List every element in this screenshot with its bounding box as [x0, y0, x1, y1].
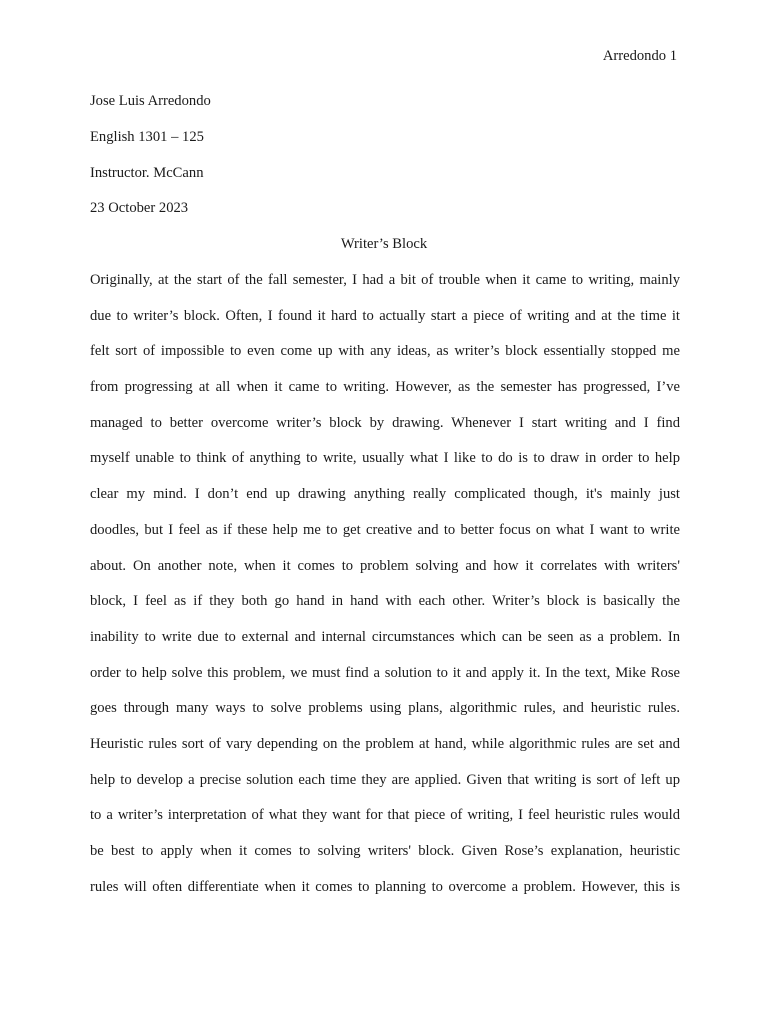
body-line: Heuristic rules sort of vary depending on the problem at hand, while algorithmic rules are set and — [90, 735, 680, 752]
course-line: English 1301 – 125 — [90, 128, 204, 145]
body-line: to a writer’s interpretation of what they want for that piece of writing, I feel heuristic rules would — [90, 807, 680, 824]
essay-body — [90, 270, 680, 912]
running-head: Arredondo 1 — [602, 48, 677, 64]
body-line: due to writer’s block. Often, I found it hard to actually start a piece of writing and at the time it — [90, 307, 680, 324]
body-line: about. On another note, when it comes to problem solving and how it correlates with writers' — [90, 557, 680, 574]
heading-block — [90, 91, 680, 234]
body-line: inability to write due to external and internal circumstances which can be seen as a problem. In — [90, 628, 680, 645]
body-line: doodles, but I feel as if these help me to get creative and to better focus on what I want to write — [90, 521, 680, 538]
essay-title: Writer’s Block — [340, 236, 428, 252]
body-line: managed to better overcome writer’s block by drawing. Whenever I start writing and I find — [90, 414, 680, 431]
body-line: felt sort of impossible to even come up with any ideas, as writer’s block essentially stopped me — [90, 343, 680, 360]
body-line: block, I feel as if they both go hand in hand with each other. Writer’s block is basically the — [90, 593, 680, 610]
body-line: rules will often differentiate when it comes to planning to overcome a problem. However, this is — [90, 878, 680, 895]
body-line: from progressing at all when it came to writing. However, as the semester has progressed, I’ve — [90, 379, 680, 396]
date-line: 23 October 2023 — [90, 200, 189, 217]
body-line: myself unable to think of anything to write, usually what I like to do is to draw in order to help — [90, 450, 680, 467]
body-line: help to develop a precise solution each time they are applied. Given that writing is sort of left up — [90, 771, 680, 788]
body-line: clear my mind. I don’t end up drawing anything really complicated though, it's mainly just — [90, 486, 680, 503]
instructor-line: Instructor. McCann — [90, 164, 204, 181]
author-name: Jose Luis Arredondo — [90, 93, 211, 109]
body-line: goes through many ways to solve problems using plans, algorithmic rules, and heuristic rules. — [90, 700, 680, 717]
body-line: Originally, at the start of the fall semester, I had a bit of trouble when it came to writing, mainly — [90, 272, 680, 288]
body-line: be best to apply when it comes to solving writers' block. Given Rose’s explanation, heuristic — [90, 843, 680, 859]
body-line: order to help solve this problem, we must find a solution to it and apply it. In the text, Mike Rose — [90, 664, 680, 681]
